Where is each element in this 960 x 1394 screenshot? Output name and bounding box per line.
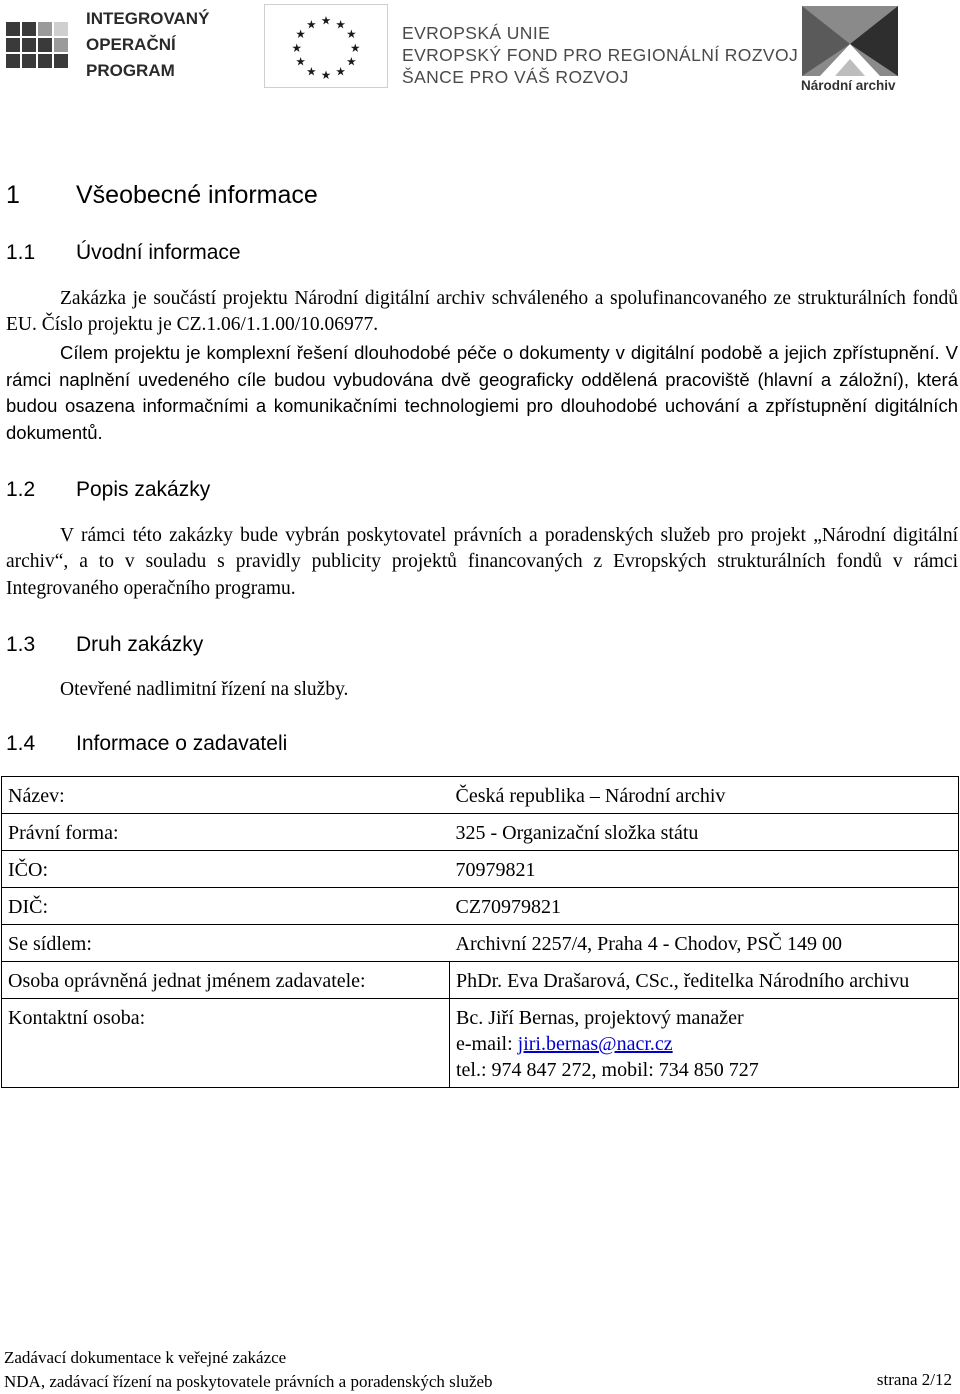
table-row bbox=[2, 888, 959, 925]
footer-line-1: Zadávací dokumentace k veřejné zakázce bbox=[4, 1348, 287, 1367]
section-1-4-number: 1.4 bbox=[6, 732, 36, 755]
table-row bbox=[2, 962, 959, 999]
footer-line-2: NDA, zadávací řízení na poskytovatele právních a poradenských služeb bbox=[4, 1372, 493, 1391]
kontakt-email-prefix: e-mail: bbox=[456, 1033, 518, 1055]
value-nazev: Česká republika – Národní archiv bbox=[450, 777, 959, 814]
label-nazev: Název: bbox=[2, 777, 450, 814]
intro-paragraph-2-text: Cílem projektu je komplexní řešení dlouhodobé péče o dokumenty v digitální podobě a jejich zpřístupnění. V rámci naplnění uvedeného cíle budou vybudována dvě geograficky oddělená pracoviště (hlavní a záložní), která budou osazena informačními a komunikačními technologiemi pro dlouhodobé uchování a zpřístupnění digitálních dokumentů. bbox=[6, 342, 958, 443]
section-1-title: Všeobecné informace bbox=[76, 181, 318, 209]
section-1-1-title: Úvodní informace bbox=[76, 241, 241, 264]
eu-flag-icon bbox=[264, 4, 388, 88]
value-osoba: PhDr. Eva Drašarová, CSc., ředitelka Národního archivu bbox=[450, 962, 959, 999]
iop-logo-line3: PROGRAM bbox=[86, 61, 175, 80]
label-pravni-forma: Právní forma: bbox=[2, 814, 450, 851]
table-row bbox=[2, 851, 959, 888]
section-1-3-heading bbox=[6, 633, 203, 657]
kontakt-name: Bc. Jiří Bernas, projektový manažer bbox=[456, 1007, 744, 1029]
value-ico: 70979821 bbox=[450, 851, 959, 888]
label-osoba: Osoba oprávněná jednat jménem zadavatele: bbox=[2, 962, 450, 999]
label-ico: IČO: bbox=[2, 851, 450, 888]
table-row bbox=[2, 814, 959, 851]
svg-text:★: ★ bbox=[291, 40, 302, 55]
section-1-2-heading bbox=[6, 478, 210, 502]
section-1-1-number: 1.1 bbox=[6, 241, 36, 264]
svg-text:★: ★ bbox=[320, 13, 332, 28]
section-1-4-title: Informace o zadavateli bbox=[76, 732, 288, 755]
svg-text:★: ★ bbox=[306, 17, 317, 32]
intro-paragraph-1 bbox=[6, 286, 958, 339]
intro-paragraph-2 bbox=[6, 340, 958, 446]
table-row bbox=[2, 777, 959, 814]
svg-text:★: ★ bbox=[335, 64, 346, 79]
iop-logo bbox=[6, 4, 226, 88]
section-1-4-heading bbox=[6, 732, 287, 756]
kontakt-email-link[interactable]: jiri.bernas@nacr.cz bbox=[517, 1033, 673, 1055]
svg-text:★: ★ bbox=[350, 40, 361, 55]
section-1-3-title: Druh zakázky bbox=[76, 633, 204, 656]
kontakt-email-line bbox=[456, 1031, 952, 1057]
kontakt-tel: tel.: 974 847 272, mobil: 734 850 727 bbox=[456, 1059, 759, 1081]
footer-page-number: strana 2/12 bbox=[876, 1370, 952, 1389]
iop-logo-line2: OPERAČNÍ bbox=[86, 35, 176, 54]
section-1-1-heading bbox=[6, 241, 241, 265]
svg-text:★: ★ bbox=[320, 68, 332, 83]
svg-text:★: ★ bbox=[346, 27, 357, 42]
label-kontakt: Kontaktní osoba: bbox=[2, 999, 450, 1088]
table-row bbox=[2, 925, 959, 962]
contracting-authority-table bbox=[1, 776, 959, 1088]
description-paragraph-text: V rámci této zakázky bude vybrán poskytovatel právních a poradenských služeb pro projekt „Národní digitální archiv“, a to v souladu s pravidly publicity projektů financovaných z Evropských strukturálních fondů v rámci Integrovaného operačního programu. bbox=[6, 525, 958, 599]
table-row bbox=[2, 999, 959, 1088]
svg-text:★: ★ bbox=[295, 27, 306, 42]
eu-text-line1: EVROPSKÁ UNIE bbox=[402, 23, 551, 43]
contract-type-paragraph bbox=[6, 677, 958, 703]
section-1-2-title: Popis zakázky bbox=[76, 478, 211, 501]
section-1-3-number: 1.3 bbox=[6, 633, 36, 656]
label-sidlo: Se sídlem: bbox=[2, 925, 450, 962]
svg-text:★: ★ bbox=[335, 17, 346, 32]
eu-text-line3: ŠANCE PRO VÁŠ ROZVOJ bbox=[402, 67, 629, 87]
svg-text:★: ★ bbox=[295, 54, 306, 69]
section-1-number: 1 bbox=[6, 181, 20, 209]
value-sidlo: Archivní 2257/4, Praha 4 - Chodov, PSČ 149 00 bbox=[450, 925, 959, 962]
svg-text:★: ★ bbox=[306, 64, 317, 79]
intro-paragraph-1-text: Zakázka je součástí projektu Národní digitální archiv schváleného a spolufinancovaného ze strukturálních fondů EU. Číslo projektu je CZ.1.06/1.1.00/10.06977. bbox=[6, 288, 958, 336]
value-pravni-forma: 325 - Organizační složka státu bbox=[450, 814, 959, 851]
section-1-heading bbox=[6, 181, 318, 210]
section-1-2-number: 1.2 bbox=[6, 478, 36, 501]
narodni-archiv-label: Národní archiv bbox=[801, 78, 896, 93]
iop-logo-line1: INTEGROVANÝ bbox=[86, 9, 210, 28]
label-dic: DIČ: bbox=[2, 888, 450, 925]
description-paragraph bbox=[6, 523, 958, 602]
eu-text-line2: EVROPSKÝ FOND PRO REGIONÁLNÍ ROZVOJ bbox=[402, 45, 799, 65]
svg-text:★: ★ bbox=[346, 54, 357, 69]
value-kontakt bbox=[450, 999, 959, 1088]
eu-text-block bbox=[402, 22, 798, 88]
contract-type-text: Otevřené nadlimitní řízení na služby. bbox=[60, 679, 349, 700]
value-dic: CZ70979821 bbox=[450, 888, 959, 925]
